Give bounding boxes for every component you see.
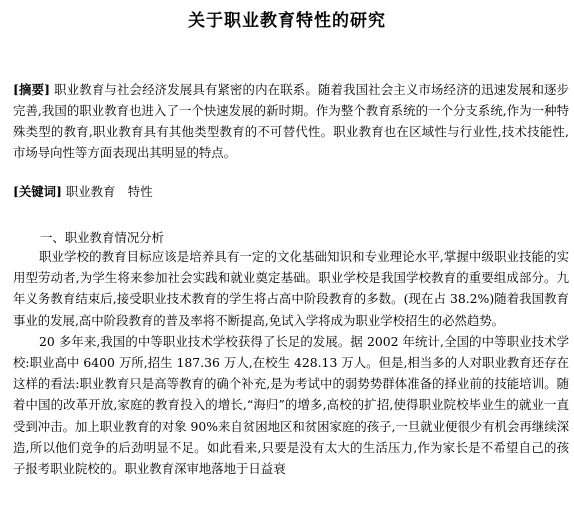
keywords <box>13 182 153 200</box>
abstract <box>13 79 569 163</box>
paragraph: 20 多年来,我国的中等职业技术学校获得了长足的发展。据 2002 年统计,全国的中等职业技术学校:职业高中 6400 万所,招生 187.36 万人,在校生 428.13 万人。但是,相当多的人对职业教育还存在这样的看法:职业教育只是高等教育的确个补充,是为考试中的弱势势群体准备的择业前的技能培训。随着中国的改革开放,家庭的教育投入的增长,“海归”的增多,高校的扩招,使得职业院校毕业生的就业一直受到冲击。加上职业教育的对象 90%来自贫困地区和贫困家庭的孩子,一旦就业便很少有机会再继续深造,所以他们竞争的后劲明显不足。如此看来,只要是没有太大的生活压力,作为家长是不希望自己的孩子报考职业院校的。职业教育深审地落地于日益衰 <box>13 333 569 477</box>
abstract-tag: [摘要] <box>13 82 51 97</box>
abstract-text: 职业教育与社会经济发展具有紧密的内在联系。随着我国社会主义市场经济的迅速发展和逐步完善,我国的职业教育也进入了一个快速发展的新时期。作为整个教育系统的一个分支系统,作为一种特殊类型的教育,职业教育具有其他类型教育的不可替代性。职业教育也在区域性与行业性,技术技能性,市场导向性等方面表现出其明显的特点。 <box>13 82 569 160</box>
page-title: 关于职业教育特性的研究 <box>188 11 386 31</box>
paragraph: 职业学校的教育目标应该是培养具有一定的文化基础知识和专业理论水平,掌握中级职业技能的实用型劳动者,为学生将来参加社会实践和就业奠定基础。职业学校是我国学校教育的重要组成部分。九年义务教育结束后,接受职业技术教育的学生将占高中阶段教育的多数。(现在占 38.2%)随着我国教育事业的发展,高中阶段教育的普及率将不断提高,免试入学将成为职业学校招生的必然趋势。 <box>13 249 569 328</box>
keywords-text: 职业教育 特性 <box>61 184 153 199</box>
section-heading: 一、职业教育情况分析 <box>40 230 164 245</box>
body-text <box>13 246 569 479</box>
keywords-tag: [关键词] <box>13 184 62 199</box>
